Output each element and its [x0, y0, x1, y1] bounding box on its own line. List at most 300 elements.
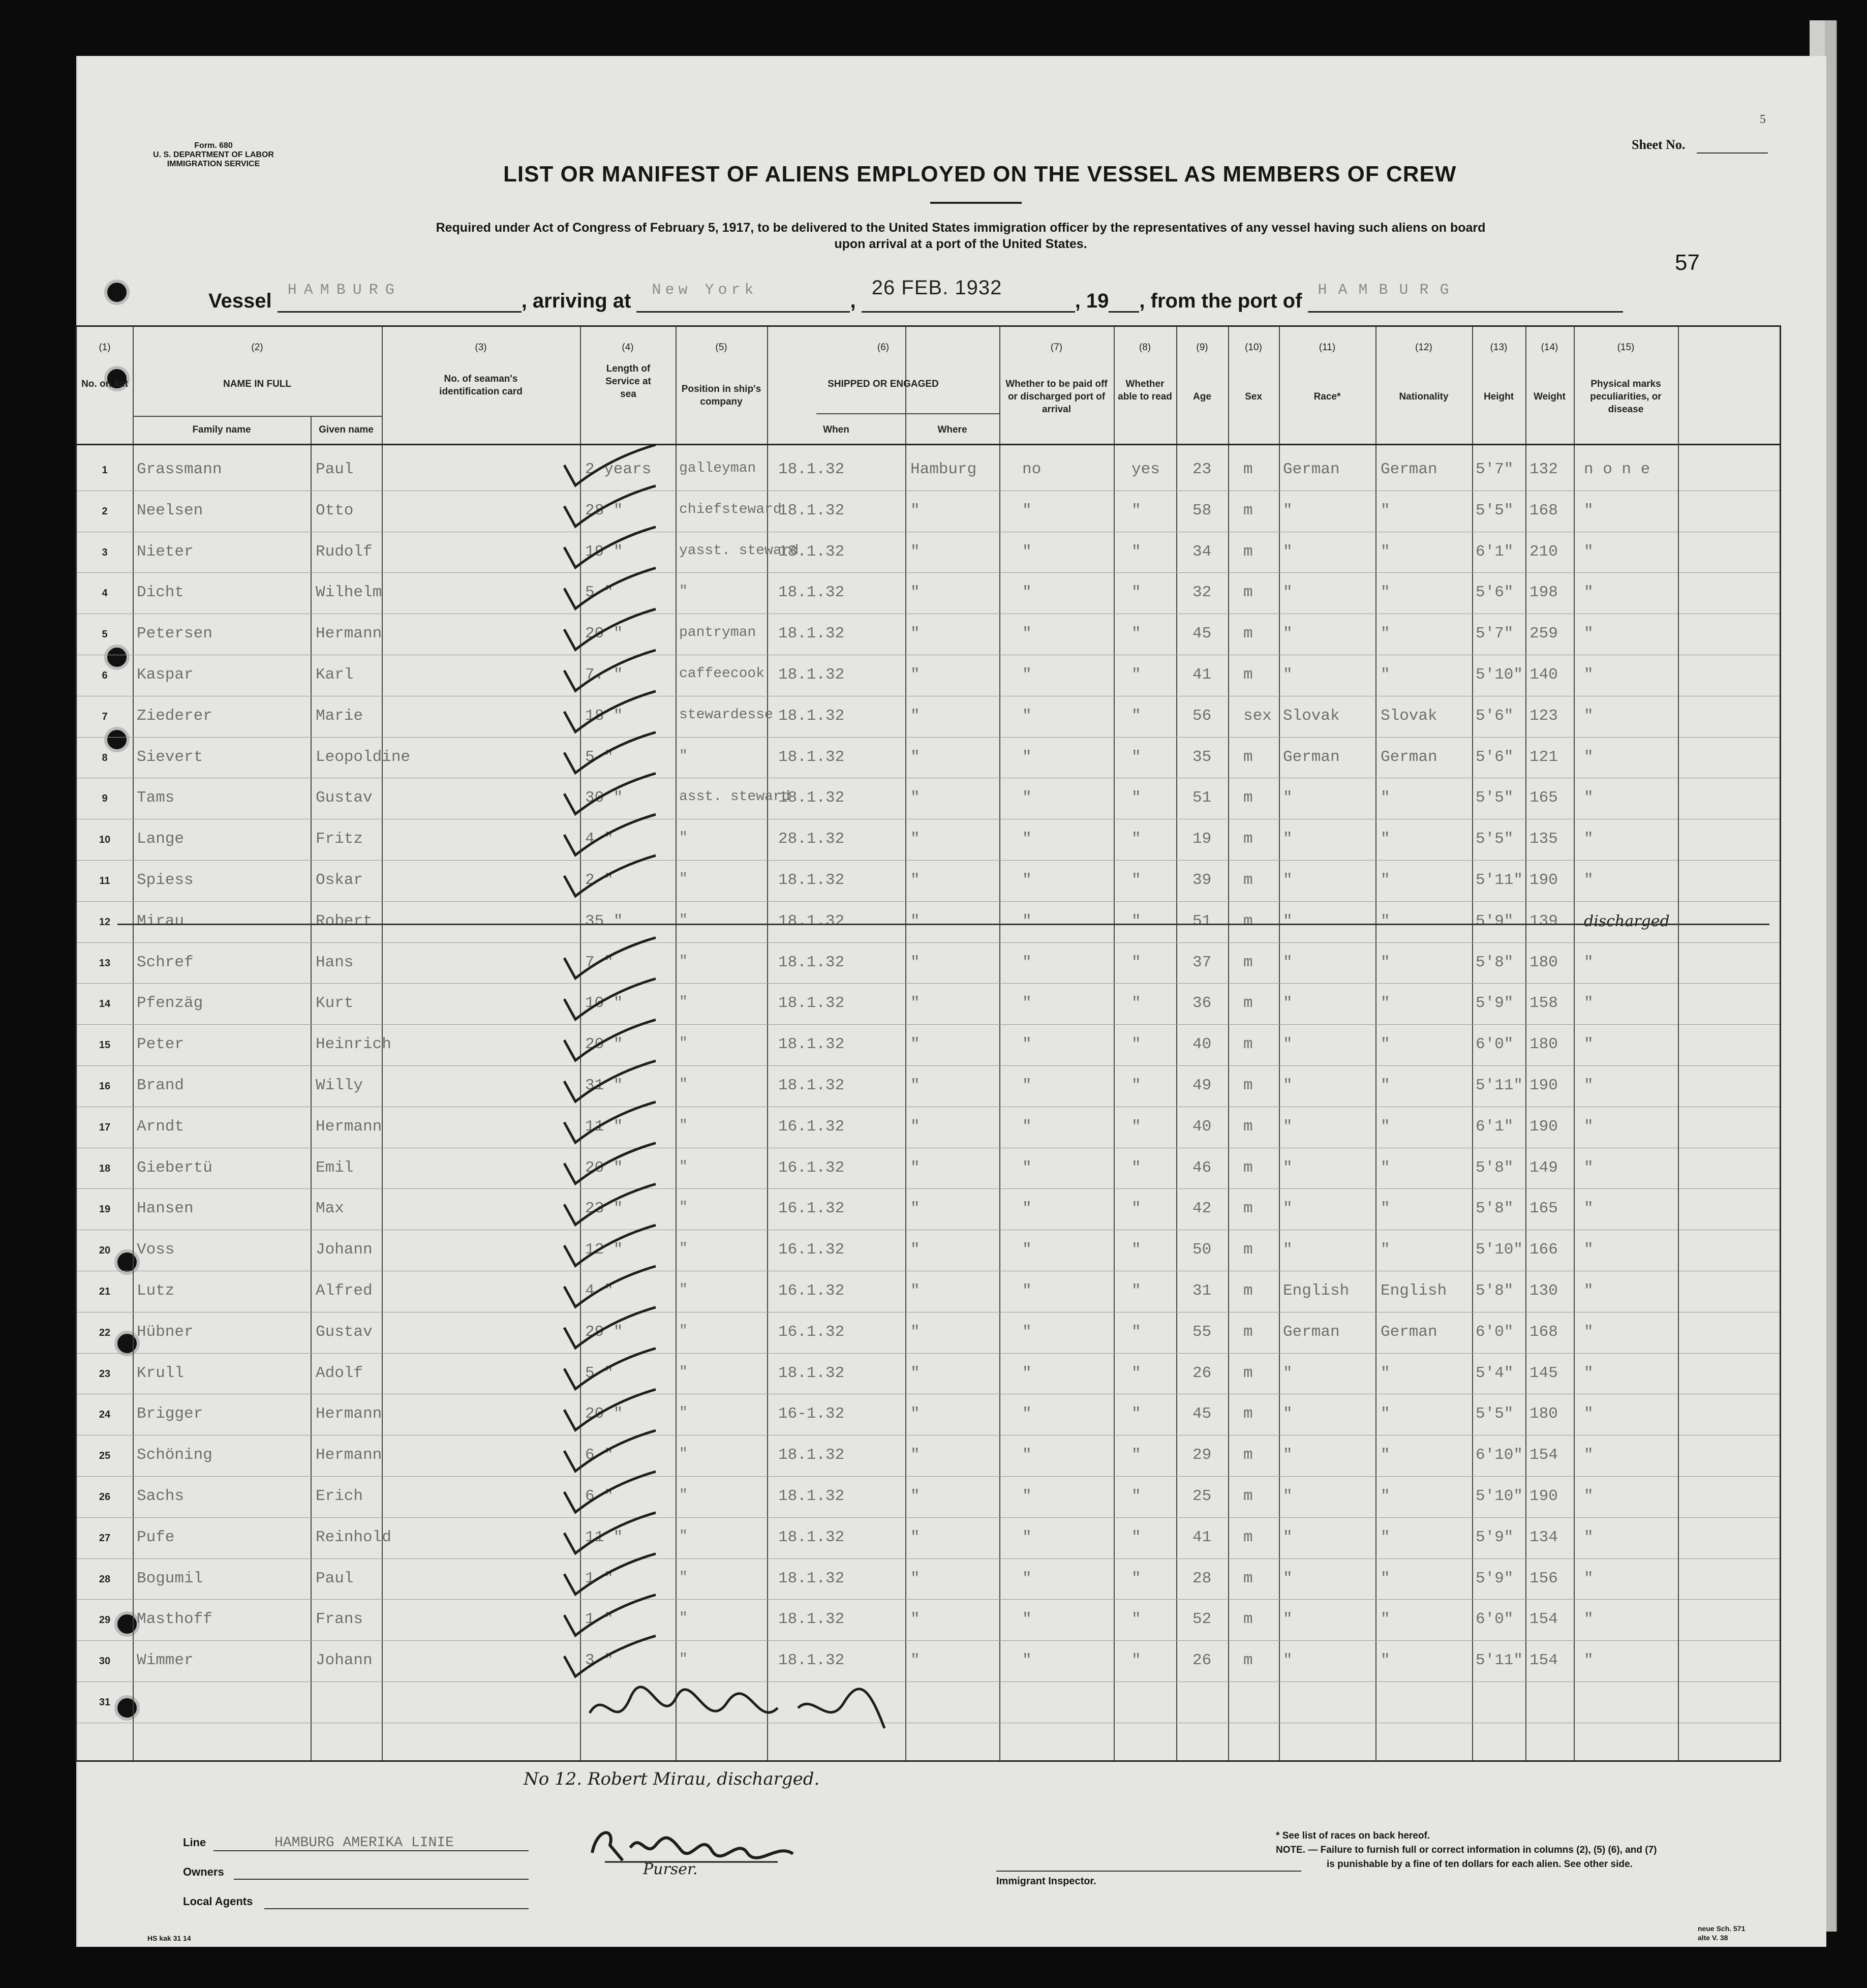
cell-marks: " [1584, 1446, 1594, 1464]
cell-service: 1 " [585, 1610, 614, 1629]
cell-no: 31 [99, 1697, 111, 1708]
cell-when: 16.1.32 [778, 1200, 845, 1218]
cell-where: " [910, 1200, 920, 1218]
cell-position: " [679, 953, 688, 969]
cell-sex: m [1243, 1528, 1253, 1546]
cell-weight: 168 [1529, 1323, 1558, 1341]
cell-paid: " [1022, 1528, 1032, 1546]
cell-age: 45 [1192, 625, 1212, 643]
cell-family: Wimmer [137, 1651, 194, 1670]
owners-field [234, 1879, 529, 1880]
cell-age: 29 [1192, 1446, 1212, 1464]
cell-nat: " [1381, 1405, 1390, 1423]
cell-where: " [910, 625, 920, 643]
cell-family: Grassmann [137, 461, 222, 478]
cell-no: 3 [102, 546, 108, 558]
checkmark-icon [564, 609, 656, 650]
col-num: (8) [1139, 342, 1151, 353]
cell-weight: 180 [1529, 953, 1558, 971]
cell-no: 5 [102, 629, 108, 640]
cell-no: 7 [102, 711, 108, 722]
cell-when: 18.1.32 [778, 1487, 845, 1505]
cell-position: " [679, 1487, 688, 1503]
cell-family: Giebertü [137, 1158, 212, 1177]
cell-when: 16.1.32 [778, 1241, 845, 1259]
print-code: HS kak 31 14 [147, 1934, 191, 1942]
cell-when: 18.1.32 [778, 1035, 845, 1054]
checkmark-icon [564, 486, 656, 527]
cell-nat: " [1381, 1077, 1390, 1094]
note-text: — Failure to furnish full or correct information in columns (2), (5) (6), and (7) [1308, 1845, 1657, 1855]
cell-read: " [1131, 1405, 1141, 1423]
cell-position: " [679, 912, 688, 928]
checkmark-icon [564, 1307, 656, 1348]
cell-when: 16.1.32 [778, 1323, 845, 1341]
cell-marks: " [1584, 1364, 1594, 1382]
checkmark-icon [564, 814, 656, 855]
cell-when: 18.1.32 [778, 461, 845, 478]
cell-paid: " [1022, 994, 1032, 1013]
cell-sex: m [1243, 1487, 1253, 1505]
cell-weight: 259 [1529, 625, 1558, 643]
cell-service: 35 " [585, 912, 623, 930]
cell-where: " [910, 1569, 920, 1587]
vessel-row: Vessel HAMBURG , arriving at New York , 26 FEB. 1932 , 19 , from the port of HAMBURG [208, 290, 1623, 313]
cell-given: Rudolf [316, 542, 373, 561]
cell-height: 6'1" [1476, 542, 1514, 561]
cell-marks: " [1584, 542, 1594, 561]
legal-requirement-line: Required under Act of Congress of February 5, 1917, to be delivered to the United States immigration officer by the representatives of any vessel having such aliens on board [436, 221, 1486, 235]
cell-family: Mirau [137, 912, 185, 930]
cell-when: 16.1.32 [778, 1282, 845, 1300]
cell-when: 18.1.32 [778, 625, 845, 643]
fine-note [1276, 1843, 1657, 1857]
cell-weight: 156 [1529, 1569, 1558, 1587]
cell-paid: " [1022, 1323, 1032, 1341]
cell-race: " [1283, 625, 1293, 643]
cell-race: Slovak [1283, 707, 1340, 725]
cell-nat: " [1381, 1487, 1390, 1505]
cell-no: 8 [102, 752, 108, 763]
sheet-code-old: alte V. 38 [1698, 1934, 1728, 1942]
cell-where: " [910, 789, 920, 807]
cell-weight: 145 [1529, 1364, 1558, 1382]
col-num: (2) [251, 342, 263, 353]
checkmark-icon [564, 1349, 656, 1389]
cell-paid: " [1022, 1158, 1032, 1177]
cell-weight: 210 [1529, 542, 1558, 561]
cell-no: 2 [102, 505, 108, 517]
vessel-name: HAMBURG [287, 282, 402, 299]
cell-where: " [910, 1487, 920, 1505]
cell-read: " [1131, 830, 1141, 848]
from-port-label: , from the port of [1139, 290, 1302, 312]
col-header-weight: Weight [1534, 391, 1566, 402]
col-header-given-name: Given name [319, 424, 374, 435]
cell-service: 31 " [585, 1077, 623, 1094]
cell-service: 10 " [585, 994, 623, 1013]
cell-service: 23 " [585, 1200, 623, 1218]
local-agents-label: Local Agents [183, 1895, 253, 1908]
col-header-read: Whether able to read [1118, 379, 1172, 402]
cell-given: Johann [316, 1241, 373, 1259]
cell-race: " [1283, 1077, 1293, 1094]
cell-read: " [1131, 1158, 1141, 1177]
cell-marks: " [1584, 1241, 1594, 1259]
cell-service: 1 " [585, 1569, 614, 1587]
cell-family: Krull [137, 1364, 185, 1382]
cell-nat: " [1381, 1200, 1390, 1218]
cell-weight: 140 [1529, 666, 1558, 684]
cell-marks: " [1584, 1117, 1594, 1136]
cell-when: 18.1.32 [778, 501, 845, 519]
cell-service: 11 " [585, 1528, 623, 1546]
cell-marks: " [1584, 871, 1594, 889]
cell-race: " [1283, 1569, 1293, 1587]
cell-family: Bogumil [137, 1569, 203, 1587]
cell-weight: 149 [1529, 1158, 1558, 1177]
cell-family: Brand [137, 1077, 185, 1094]
cell-position: " [679, 1364, 688, 1380]
cell-position: " [679, 994, 688, 1011]
cell-paid: " [1022, 748, 1032, 766]
cell-paid: " [1022, 501, 1032, 519]
cell-weight: 135 [1529, 830, 1558, 848]
cell-nat: " [1381, 953, 1390, 971]
cell-sex: m [1243, 625, 1253, 643]
checkmark-icon [564, 773, 656, 814]
cell-sex: m [1243, 830, 1253, 848]
cell-marks: " [1584, 953, 1594, 971]
cell-weight: 132 [1529, 461, 1558, 478]
cell-marks: " [1584, 1077, 1594, 1094]
arriving-label: , arriving at [521, 290, 631, 312]
cell-race: " [1283, 501, 1293, 519]
cell-race: " [1283, 1528, 1293, 1546]
checkmark-icon [564, 1225, 656, 1266]
cell-no: 12 [99, 916, 111, 928]
cell-no: 6 [102, 670, 108, 681]
cell-age: 26 [1192, 1364, 1212, 1382]
cell-given: Karl [316, 666, 354, 684]
races-note: * See list of races on back hereof. [1276, 1830, 1430, 1841]
cell-position: " [679, 748, 688, 764]
cell-marks: " [1584, 625, 1594, 643]
cell-when: 18.1.32 [778, 1077, 845, 1094]
checkmark-icon [564, 527, 656, 568]
cell-weight: 166 [1529, 1241, 1558, 1259]
col-num: (11) [1319, 342, 1336, 353]
cell-when: 18.1.32 [778, 542, 845, 561]
cell-service: 20 " [585, 625, 623, 643]
cell-service: 6 " [585, 1446, 614, 1464]
cell-read: " [1131, 1364, 1141, 1382]
cell-race: " [1283, 830, 1293, 848]
owners-label: Owners [183, 1865, 224, 1878]
cell-race: " [1283, 1446, 1293, 1464]
cell-where: " [910, 994, 920, 1013]
cell-age: 26 [1192, 1651, 1212, 1670]
cell-read: " [1131, 1323, 1141, 1341]
cell-given: Paul [316, 1569, 354, 1587]
cell-nat: " [1381, 1610, 1390, 1629]
cell-given: Reinhold [316, 1528, 391, 1546]
cell-height: 5'11" [1476, 871, 1523, 889]
cell-read: yes [1131, 461, 1160, 478]
cell-nat: " [1381, 830, 1390, 848]
cell-weight: 180 [1529, 1035, 1558, 1054]
cell-marks: " [1584, 1282, 1594, 1300]
cell-marks: " [1584, 666, 1594, 684]
cell-position: yasst. steward [679, 542, 799, 559]
cell-height: 5'6" [1476, 707, 1514, 725]
cell-service: 2 " [585, 871, 614, 889]
cell-when: 18.1.32 [778, 994, 845, 1013]
cell-no: 10 [99, 834, 111, 846]
cell-no: 15 [99, 1039, 111, 1051]
col-header-height: Height [1483, 391, 1514, 402]
cell-when: 18.1.32 [778, 953, 845, 971]
cell-paid: " [1022, 1364, 1032, 1382]
cell-nat: English [1381, 1282, 1447, 1300]
cell-service: 30 " [585, 789, 623, 807]
cell-read: " [1131, 625, 1141, 643]
cell-age: 31 [1192, 1282, 1212, 1300]
cell-nat: " [1381, 1117, 1390, 1136]
cell-when: 18.1.32 [778, 584, 845, 602]
cell-marks: " [1584, 1035, 1594, 1054]
cell-height: 5'9" [1476, 994, 1514, 1013]
cell-sex: m [1243, 1364, 1253, 1382]
cell-race: " [1283, 1487, 1293, 1505]
cell-sex: m [1243, 1651, 1253, 1670]
col-num: (4) [622, 342, 634, 353]
cell-when: 18.1.32 [778, 1610, 845, 1629]
sheet-no-label: Sheet No. [1632, 137, 1686, 152]
cell-race: " [1283, 953, 1293, 971]
year-label: , 19 [1075, 290, 1109, 312]
cell-no: 30 [99, 1656, 111, 1667]
cell-service: 19 " [585, 542, 623, 561]
cell-age: 40 [1192, 1035, 1212, 1054]
checkmark-icon [564, 1513, 656, 1553]
cell-read: " [1131, 953, 1141, 971]
cell-when: 18.1.32 [778, 707, 845, 725]
cell-when: 18.1.32 [778, 748, 845, 766]
cell-paid: " [1022, 1487, 1032, 1505]
cell-sex: m [1243, 1077, 1253, 1094]
cell-height: 5'6" [1476, 748, 1514, 766]
cell-given: Paul [316, 461, 354, 478]
cell-paid: " [1022, 871, 1032, 889]
cell-position: " [679, 584, 688, 600]
local-agents-field [264, 1908, 529, 1909]
cell-paid: " [1022, 1651, 1032, 1670]
cell-family: Peter [137, 1035, 185, 1054]
cell-where: " [910, 666, 920, 684]
cell-read: " [1131, 501, 1141, 519]
cell-age: 55 [1192, 1323, 1212, 1341]
col-header-where: Where [937, 424, 967, 435]
cell-sex: m [1243, 1446, 1253, 1464]
cell-age: 28 [1192, 1569, 1212, 1587]
cell-position: stewardesse [679, 707, 773, 723]
cell-weight: 165 [1529, 1200, 1558, 1218]
cell-family: Masthoff [137, 1610, 212, 1629]
cell-marks: " [1584, 501, 1594, 519]
cell-given: Kurt [316, 994, 354, 1013]
cell-position: " [679, 1651, 688, 1668]
checkmark-icon [564, 1472, 656, 1512]
line-value: HAMBURG AMERIKA LINIE [274, 1835, 454, 1851]
cell-age: 58 [1192, 501, 1212, 519]
cell-family: Tams [137, 789, 175, 807]
cell-marks: " [1584, 1487, 1594, 1505]
cell-height: 5'8" [1476, 1200, 1514, 1218]
cell-family: Spiess [137, 871, 194, 889]
cell-read: " [1131, 1569, 1141, 1587]
cell-race: " [1283, 542, 1293, 561]
cell-no: 24 [99, 1409, 111, 1421]
cell-paid: " [1022, 1077, 1032, 1094]
cell-race: " [1283, 1364, 1293, 1382]
cell-no: 17 [99, 1121, 111, 1133]
cell-marks: " [1584, 584, 1594, 602]
cell-height: 5'5" [1476, 1405, 1514, 1423]
cell-weight: 121 [1529, 748, 1558, 766]
checkmark-icon [564, 1554, 656, 1595]
cell-paid: " [1022, 789, 1032, 807]
cell-position: galleyman [679, 461, 756, 476]
cell-given: Oskar [316, 871, 363, 889]
cell-position: " [679, 1241, 688, 1257]
cell-no: 14 [99, 998, 111, 1010]
cell-sex: m [1243, 1035, 1253, 1054]
cell-given: Erich [316, 1487, 363, 1505]
cell-sex: m [1243, 1405, 1253, 1423]
cell-height: 5'8" [1476, 1282, 1514, 1300]
cell-age: 50 [1192, 1241, 1212, 1259]
cell-paid: " [1022, 1200, 1032, 1218]
cell-nat: German [1381, 1323, 1437, 1341]
cell-paid: " [1022, 625, 1032, 643]
cell-nat: German [1381, 748, 1437, 766]
cell-age: 23 [1192, 461, 1212, 478]
cell-paid: " [1022, 1569, 1032, 1587]
cell-when: 18.1.32 [778, 1651, 845, 1670]
cell-paid: " [1022, 953, 1032, 971]
cell-no: 20 [99, 1245, 111, 1257]
cell-paid: " [1022, 1241, 1032, 1259]
cell-given: Frans [316, 1610, 363, 1629]
cell-height: 5'9" [1476, 912, 1514, 930]
cell-where: " [910, 1117, 920, 1136]
date-stamp: 26 FEB. 1932 [871, 277, 1002, 299]
cell-given: Johann [316, 1651, 373, 1670]
cell-nat: Slovak [1381, 707, 1437, 725]
cell-service: 2 years [585, 461, 652, 478]
cell-no: 29 [99, 1614, 111, 1626]
cell-sex: m [1243, 994, 1253, 1013]
cell-position: chiefsteward [679, 501, 782, 517]
cell-when: 16.1.32 [778, 1117, 845, 1136]
cell-family: Schref [137, 953, 194, 971]
cell-position: " [679, 871, 688, 887]
cell-service: 5 " [585, 1364, 614, 1382]
stamp-number: 57 [1675, 250, 1700, 275]
cell-given: Max [316, 1200, 344, 1218]
cell-height: 5'9" [1476, 1569, 1514, 1587]
cell-age: 49 [1192, 1077, 1212, 1094]
cell-family: Lange [137, 830, 185, 848]
col-header-sex: Sex [1245, 391, 1262, 402]
col-num: (3) [475, 342, 487, 353]
cell-paid: " [1022, 1117, 1032, 1136]
cell-when: 18.1.32 [778, 1446, 845, 1464]
cell-height: 5'5" [1476, 789, 1514, 807]
cell-position: " [679, 830, 688, 846]
cell-position: " [679, 1610, 688, 1627]
cell-height: 6'10" [1476, 1446, 1523, 1464]
cell-sex: m [1243, 461, 1253, 478]
cell-marks: " [1584, 994, 1594, 1013]
cell-service: 28 " [585, 501, 623, 519]
cell-read: " [1131, 1528, 1141, 1546]
cell-given: Hermann [316, 1117, 382, 1136]
cell-race: " [1283, 1610, 1293, 1629]
cell-paid: " [1022, 584, 1032, 602]
cell-read: " [1131, 1487, 1141, 1505]
cell-sex: m [1243, 584, 1253, 602]
cell-service: 12 " [585, 1241, 623, 1259]
cell-marks: " [1584, 789, 1594, 807]
cell-read: " [1131, 707, 1141, 725]
cell-service: 4 " [585, 1282, 614, 1300]
cell-service: 5 " [585, 584, 614, 602]
cell-service: 11 " [585, 1117, 623, 1136]
checkmark-icon [564, 732, 656, 773]
col-num: (13) [1490, 342, 1508, 353]
cell-where: " [910, 1405, 920, 1423]
cell-age: 34 [1192, 542, 1212, 561]
cell-read: " [1131, 1035, 1141, 1054]
cell-height: 5'8" [1476, 1158, 1514, 1177]
cell-nat: " [1381, 625, 1390, 643]
cell-family: Ziederer [137, 707, 212, 725]
cell-where: " [910, 1241, 920, 1259]
checkmark-icon [564, 445, 656, 485]
cell-given: Hermann [316, 625, 382, 643]
cell-read: " [1131, 1117, 1141, 1136]
legal-requirement-line: upon arrival at a port of the United States. [834, 237, 1087, 251]
col-num: (6) [877, 342, 890, 353]
cell-position: " [679, 1528, 688, 1544]
cell-height: 6'0" [1476, 1323, 1514, 1341]
cell-given: Alfred [316, 1282, 373, 1300]
cell-nat: " [1381, 789, 1390, 807]
cell-age: 56 [1192, 707, 1212, 725]
col-header-service: Length of Service at sea [605, 363, 651, 400]
cell-where: " [910, 1446, 920, 1464]
cell-position: " [679, 1323, 688, 1339]
col-num: (9) [1196, 342, 1208, 353]
cell-where: " [910, 1528, 920, 1546]
cell-no: 21 [99, 1286, 111, 1297]
cell-service: 20 " [585, 1405, 623, 1423]
cell-service: 5 " [585, 748, 614, 766]
cell-weight: 154 [1529, 1651, 1558, 1670]
cell-paid: " [1022, 542, 1032, 561]
